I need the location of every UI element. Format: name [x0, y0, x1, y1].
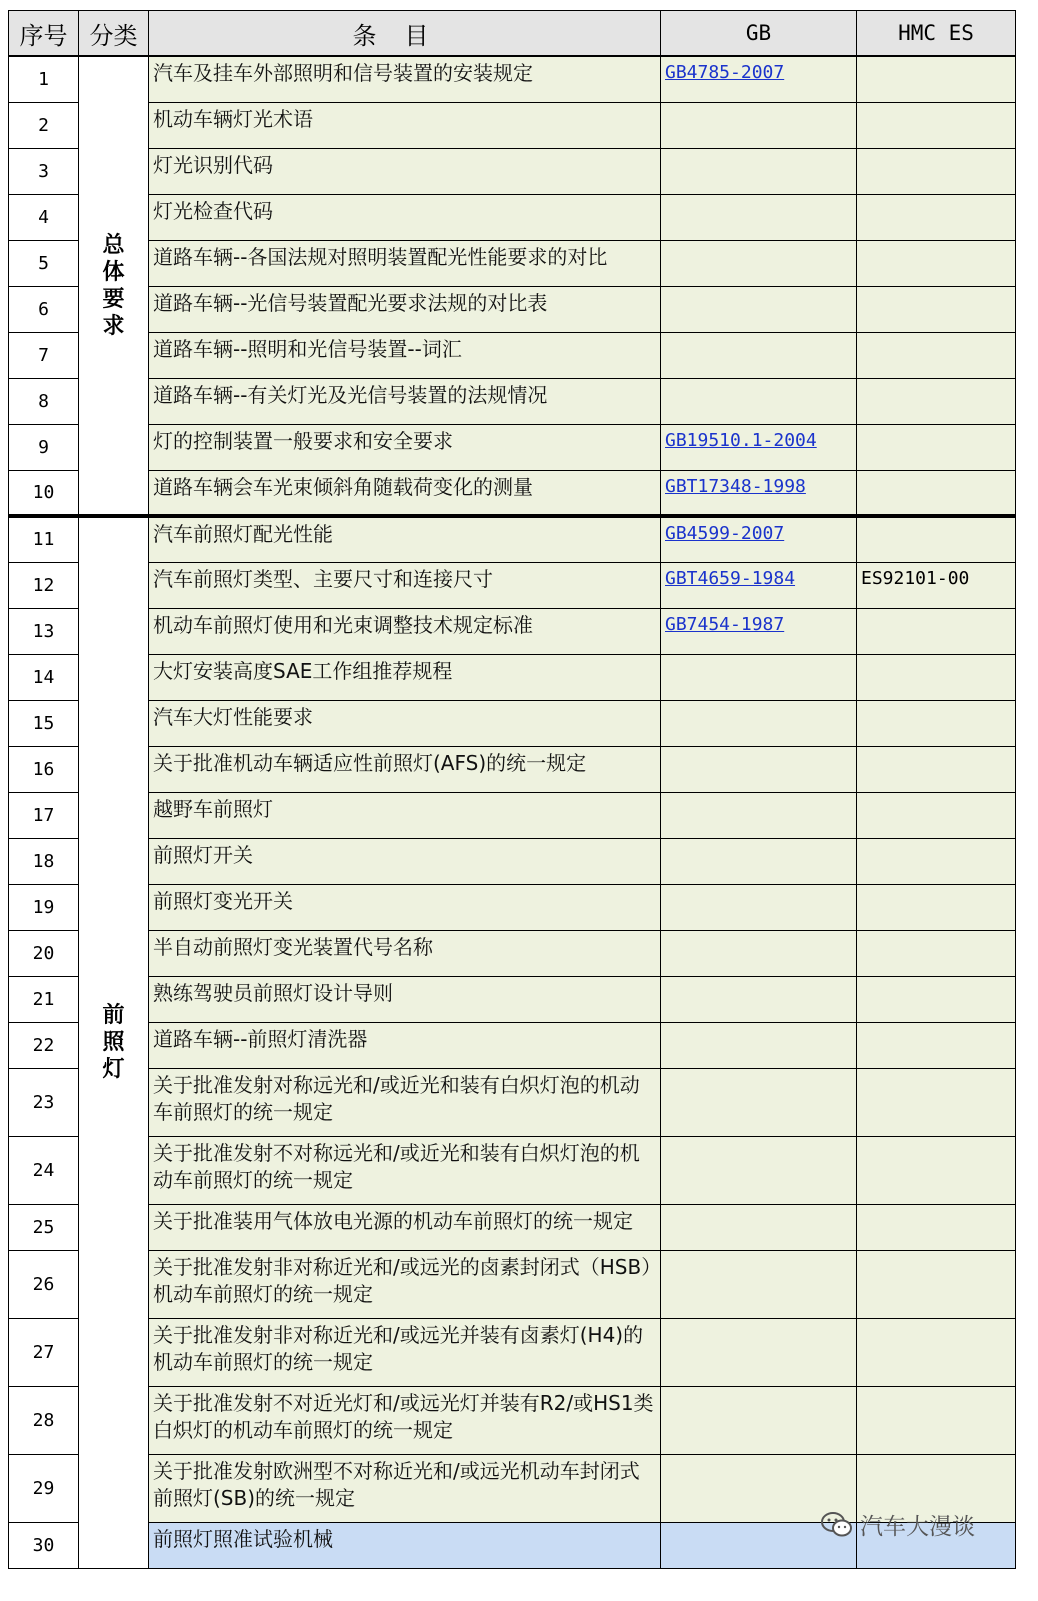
row-gb	[661, 1022, 857, 1068]
gb-standard-link[interactable]: GB4599-2007	[665, 523, 785, 544]
table-row	[9, 56, 1016, 102]
table-row	[9, 1136, 1016, 1204]
row-gb	[661, 516, 857, 562]
row-item: 越野车前照灯	[149, 792, 661, 838]
wechat-icon	[820, 1511, 854, 1539]
row-gb	[661, 654, 857, 700]
row-gb	[661, 838, 857, 884]
row-hmc-es	[857, 378, 1016, 424]
row-seq: 3	[9, 148, 79, 194]
row-hmc-es	[857, 838, 1016, 884]
row-gb	[661, 56, 857, 102]
row-item: 前照灯开关	[149, 838, 661, 884]
row-gb	[661, 102, 857, 148]
row-hmc-es	[857, 976, 1016, 1022]
row-seq: 29	[9, 1454, 79, 1522]
row-item: 关于批准发射欧洲型不对称近光和/或远光机动车封闭式前照灯(SB)的统一规定	[149, 1454, 661, 1522]
row-item: 关于批准机动车辆适应性前照灯(AFS)的统一规定	[149, 746, 661, 792]
row-gb	[661, 1068, 857, 1136]
gb-standard-link[interactable]: GB4785-2007	[665, 62, 785, 83]
row-item: 关于批准发射非对称近光和/或远光的卤素封闭式（HSB）机动车前照灯的统一规定	[149, 1250, 661, 1318]
row-gb	[661, 792, 857, 838]
row-seq: 4	[9, 194, 79, 240]
row-hmc-es	[857, 654, 1016, 700]
row-gb	[661, 1136, 857, 1204]
row-seq: 10	[9, 470, 79, 516]
row-gb	[661, 148, 857, 194]
row-seq: 16	[9, 746, 79, 792]
row-item: 汽车大灯性能要求	[149, 700, 661, 746]
table-row	[9, 1386, 1016, 1454]
row-item: 灯光识别代码	[149, 148, 661, 194]
row-seq: 5	[9, 240, 79, 286]
table-row	[9, 930, 1016, 976]
row-seq: 19	[9, 884, 79, 930]
standards-table	[8, 10, 1016, 1569]
category-headlamp	[79, 516, 149, 1568]
row-seq: 14	[9, 654, 79, 700]
row-hmc-es	[857, 1386, 1016, 1454]
watermark-text: 汽车大漫谈	[860, 1514, 975, 1540]
table-row	[9, 976, 1016, 1022]
row-gb	[661, 1250, 857, 1318]
table-row	[9, 608, 1016, 654]
row-seq: 15	[9, 700, 79, 746]
table-row	[9, 700, 1016, 746]
row-hmc-es	[857, 194, 1016, 240]
table-row	[9, 102, 1016, 148]
row-seq: 13	[9, 608, 79, 654]
gb-standard-link[interactable]: GB7454-1987	[665, 613, 785, 635]
table-row	[9, 746, 1016, 792]
row-item: 机动车前照灯使用和光束调整技术规定标准	[149, 608, 661, 654]
row-item: 灯光检查代码	[149, 194, 661, 240]
row-hmc-es	[857, 1136, 1016, 1204]
table-row	[9, 884, 1016, 930]
row-item: 汽车前照灯类型、主要尺寸和连接尺寸	[149, 562, 661, 608]
row-item: 道路车辆会车光束倾斜角随载荷变化的测量	[149, 470, 661, 516]
row-item: 大灯安装高度SAE工作组推荐规程	[149, 654, 661, 700]
row-seq: 9	[9, 424, 79, 470]
table-row	[9, 470, 1016, 516]
table-row	[9, 148, 1016, 194]
row-seq: 17	[9, 792, 79, 838]
table-row	[9, 1250, 1016, 1318]
row-item: 道路车辆--前照灯清洗器	[149, 1022, 661, 1068]
row-seq: 30	[9, 1522, 79, 1568]
row-hmc-es	[857, 1022, 1016, 1068]
row-hmc-es	[857, 1250, 1016, 1318]
row-gb	[661, 378, 857, 424]
row-hmc-es	[857, 1318, 1016, 1386]
row-hmc-es	[857, 930, 1016, 976]
row-seq: 20	[9, 930, 79, 976]
table-row	[9, 1204, 1016, 1250]
header-item: 条目	[149, 11, 661, 57]
table-row	[9, 654, 1016, 700]
row-item: 道路车辆--光信号装置配光要求法规的对比表	[149, 286, 661, 332]
row-seq: 27	[9, 1318, 79, 1386]
row-gb	[661, 1204, 857, 1250]
row-item: 汽车及挂车外部照明和信号装置的安装规定	[149, 56, 661, 102]
row-hmc-es	[857, 424, 1016, 470]
row-item: 熟练驾驶员前照灯设计导则	[149, 976, 661, 1022]
table-row	[9, 516, 1016, 562]
header-gb: GB	[661, 11, 857, 57]
table-row	[9, 286, 1016, 332]
row-seq: 21	[9, 976, 79, 1022]
row-hmc-es	[857, 792, 1016, 838]
row-seq: 2	[9, 102, 79, 148]
row-gb	[661, 608, 857, 654]
row-item: 前照灯变光开关	[149, 884, 661, 930]
row-seq: 12	[9, 562, 79, 608]
row-hmc-es	[857, 700, 1016, 746]
row-item: 半自动前照灯变光装置代号名称	[149, 930, 661, 976]
row-gb	[661, 746, 857, 792]
row-item: 前照灯照准试验机械	[149, 1522, 661, 1568]
row-gb	[661, 286, 857, 332]
row-gb	[661, 1386, 857, 1454]
row-hmc-es	[857, 608, 1016, 654]
row-item: 道路车辆--有关灯光及光信号装置的法规情况	[149, 378, 661, 424]
row-item: 机动车辆灯光术语	[149, 102, 661, 148]
row-hmc-es	[857, 240, 1016, 286]
row-item: 道路车辆--各国法规对照明装置配光性能要求的对比	[149, 240, 661, 286]
row-seq: 18	[9, 838, 79, 884]
row-seq: 7	[9, 332, 79, 378]
row-hmc-es	[857, 148, 1016, 194]
category-label: 前照灯	[102, 1003, 125, 1083]
row-seq: 26	[9, 1250, 79, 1318]
row-hmc-es	[857, 56, 1016, 102]
table-row	[9, 240, 1016, 286]
table-body	[9, 56, 1016, 1568]
header-seq: 序号	[9, 11, 79, 57]
table-row	[9, 194, 1016, 240]
row-item: 关于批准装用气体放电光源的机动车前照灯的统一规定	[149, 1204, 661, 1250]
row-seq: 25	[9, 1204, 79, 1250]
category-general	[79, 56, 149, 516]
table-row	[9, 1022, 1016, 1068]
row-hmc-es	[857, 102, 1016, 148]
row-seq: 28	[9, 1386, 79, 1454]
row-seq: 1	[9, 56, 79, 102]
row-item: 灯的控制装置一般要求和安全要求	[149, 424, 661, 470]
header-row	[9, 11, 1016, 57]
row-hmc-es	[857, 1204, 1016, 1250]
standards-sheet	[8, 10, 1015, 1569]
row-gb	[661, 194, 857, 240]
table-row	[9, 562, 1016, 608]
row-hmc-es	[857, 286, 1016, 332]
row-hmc-es	[857, 746, 1016, 792]
row-hmc-es	[857, 884, 1016, 930]
row-hmc-es	[857, 516, 1016, 562]
table-row	[9, 332, 1016, 378]
row-gb	[661, 1318, 857, 1386]
row-seq: 23	[9, 1068, 79, 1136]
row-seq: 6	[9, 286, 79, 332]
row-item: 关于批准发射不对称远光和/或近光和装有白炽灯泡的机动车前照灯的统一规定	[149, 1136, 661, 1204]
gb-standard-link[interactable]: GBT17348-1998	[665, 475, 806, 497]
row-gb	[661, 470, 857, 516]
row-gb	[661, 930, 857, 976]
table-row	[9, 792, 1016, 838]
gb-standard-link[interactable]: GBT4659-1984	[665, 567, 796, 589]
row-gb	[661, 424, 857, 470]
table-row	[9, 1068, 1016, 1136]
row-hmc-es: ES92101-00	[857, 562, 1016, 608]
category-label: 总体要求	[102, 232, 125, 339]
row-item: 关于批准发射对称远光和/或近光和装有白炽灯泡的机动车前照灯的统一规定	[149, 1068, 661, 1136]
table-row	[9, 838, 1016, 884]
row-gb	[661, 332, 857, 378]
watermark	[820, 1508, 975, 1541]
row-gb	[661, 240, 857, 286]
row-item: 汽车前照灯配光性能	[149, 516, 661, 562]
table-row	[9, 378, 1016, 424]
row-gb	[661, 700, 857, 746]
row-item: 道路车辆--照明和光信号装置--词汇	[149, 332, 661, 378]
row-hmc-es	[857, 332, 1016, 378]
header-hmc-es: HMC ES	[857, 11, 1016, 57]
row-gb	[661, 884, 857, 930]
row-item: 关于批准发射不对近光灯和/或远光灯并装有R2/或HS1类白炽灯的机动车前照灯的统一规定	[149, 1386, 661, 1454]
row-seq: 24	[9, 1136, 79, 1204]
gb-standard-link[interactable]: GB19510.1-2004	[665, 429, 817, 451]
header-category: 分类	[79, 11, 149, 57]
row-hmc-es	[857, 1068, 1016, 1136]
row-seq: 11	[9, 516, 79, 562]
row-item: 关于批准发射非对称近光和/或远光并装有卤素灯(H4)的机动车前照灯的统一规定	[149, 1318, 661, 1386]
table-row	[9, 424, 1016, 470]
row-gb	[661, 976, 857, 1022]
row-gb	[661, 562, 857, 608]
row-hmc-es	[857, 470, 1016, 516]
table-row	[9, 1318, 1016, 1386]
row-seq: 8	[9, 378, 79, 424]
row-seq: 22	[9, 1022, 79, 1068]
